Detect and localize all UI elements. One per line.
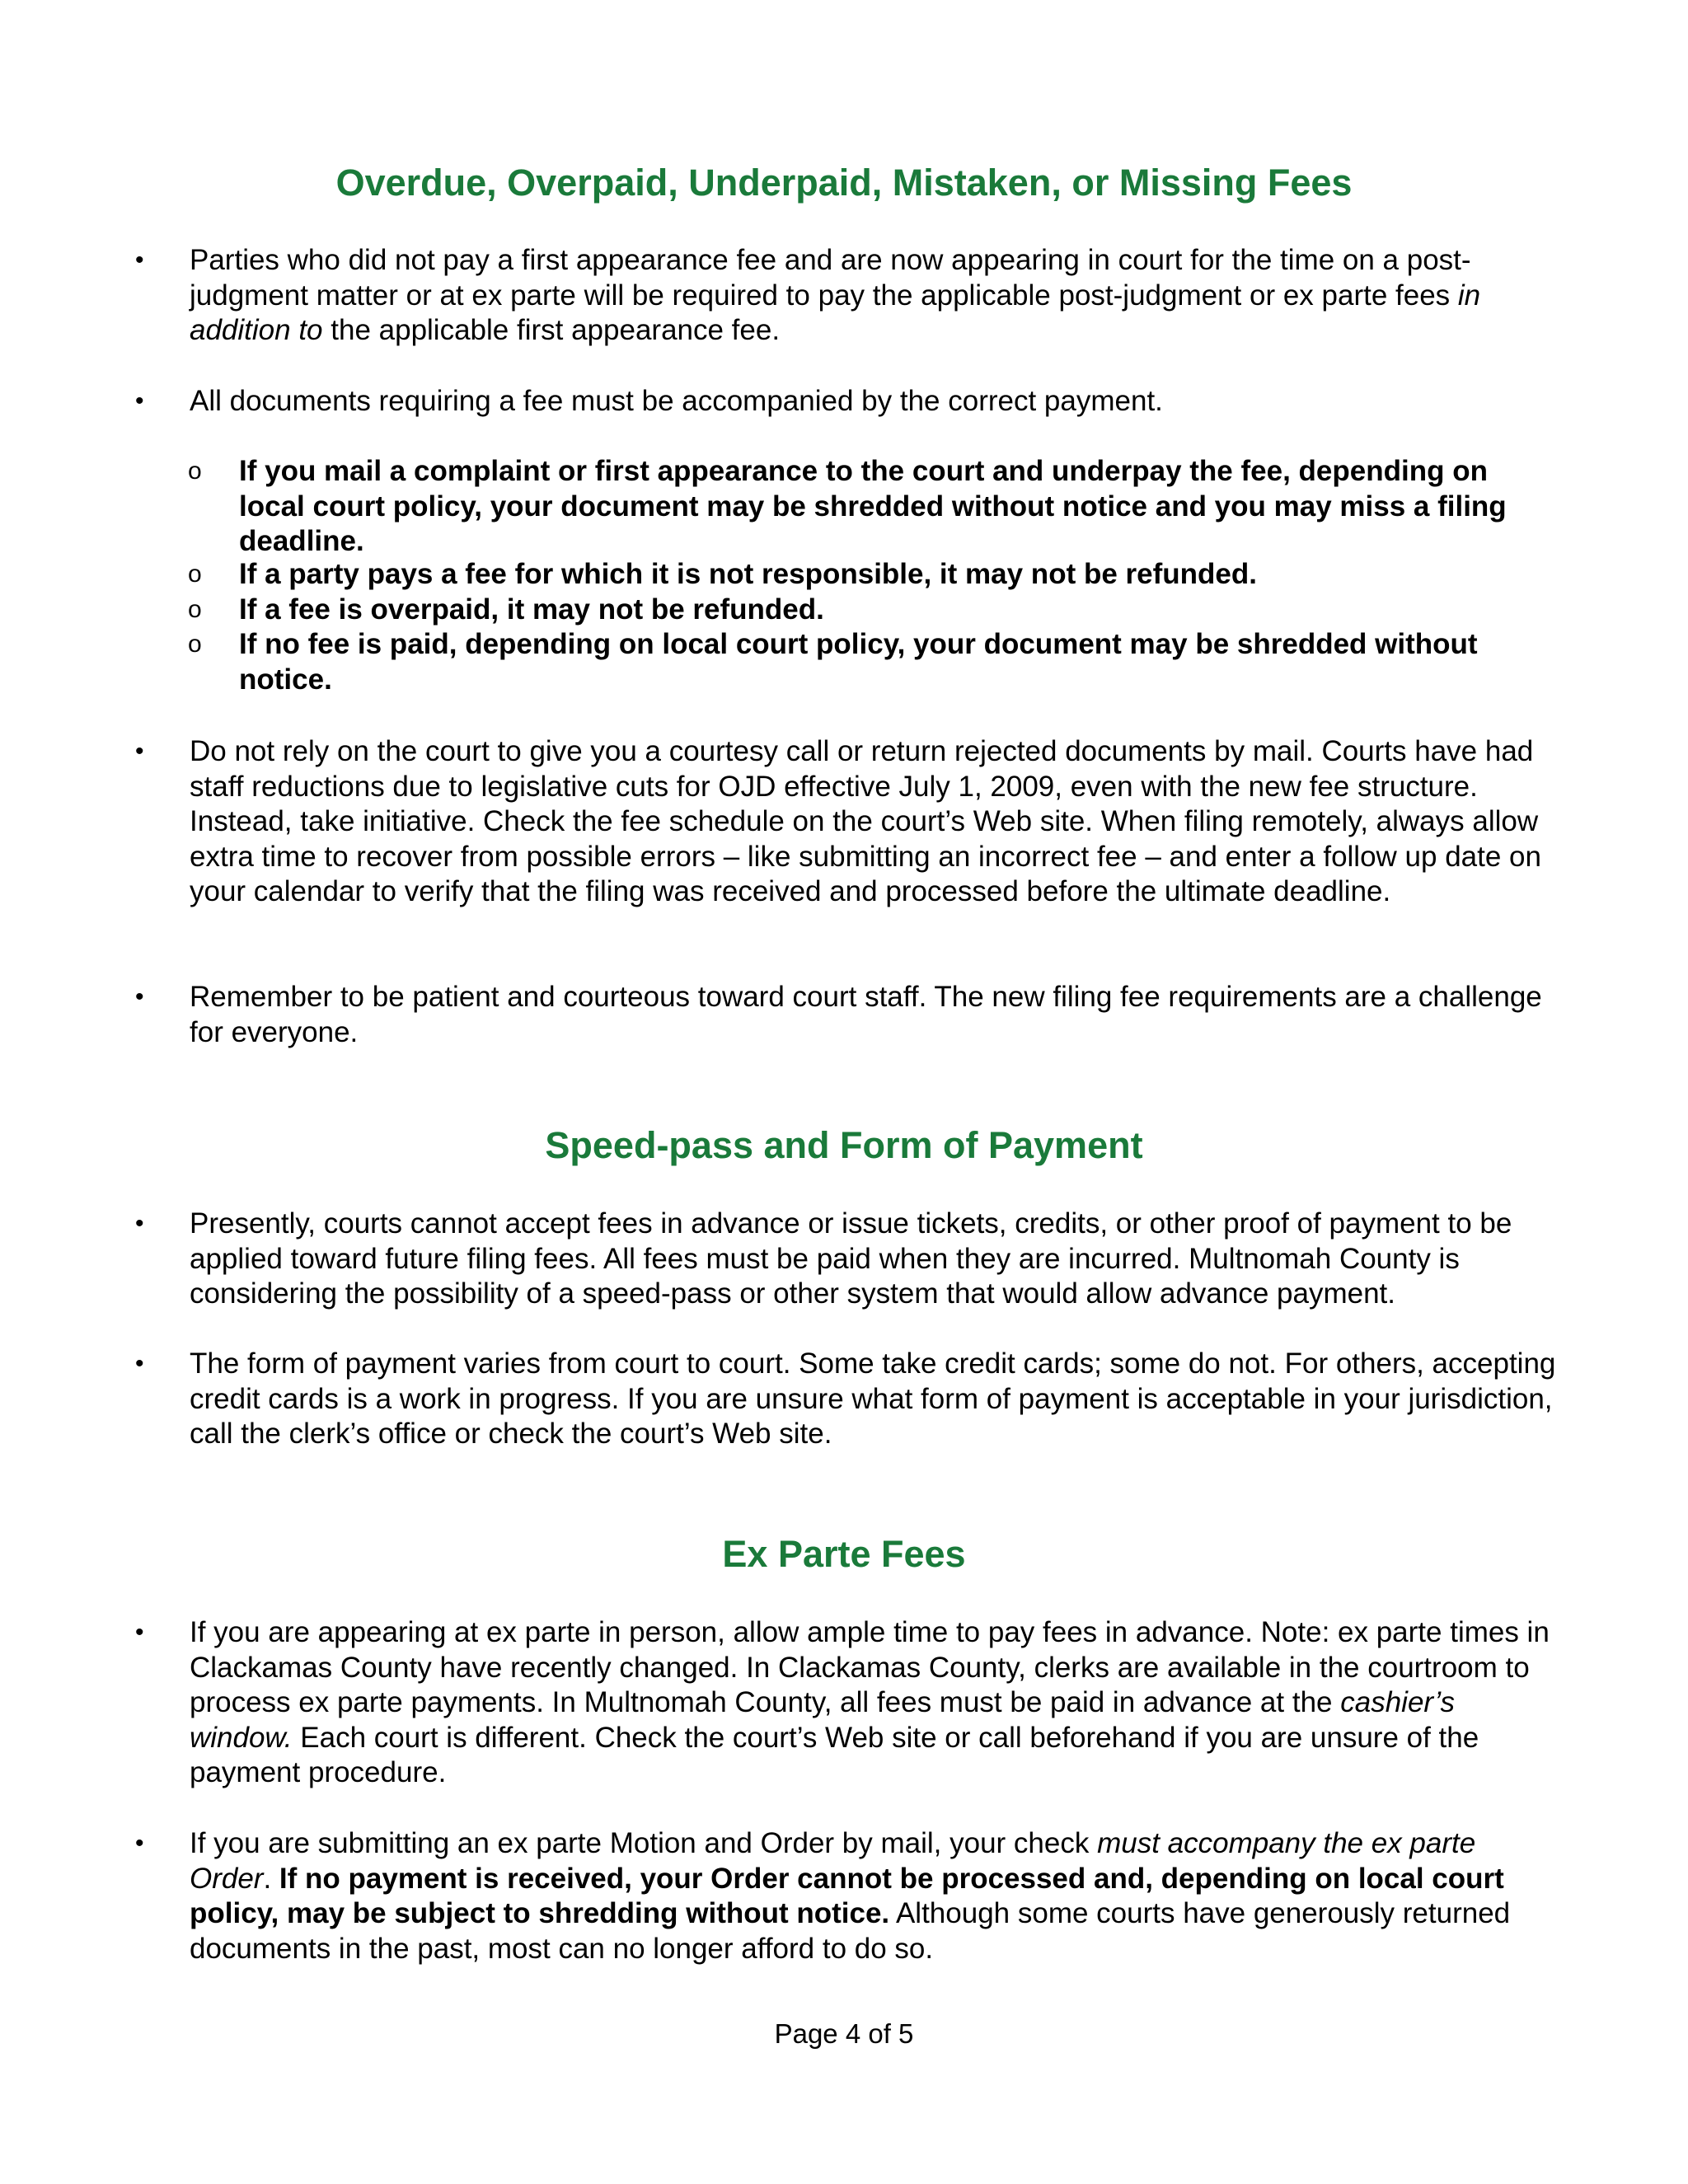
circle-bullet-icon: o xyxy=(188,596,202,623)
bullet-text: If you are submitting an ex parte Motion and Order by mail, your check must accompany the ex parte Order. If no payment is received, your Order cannot be processed and, depending on local court policy, may be subject to shredding without notice. Although some courts have generously returned documents in the past, most can no longer afford to do so. xyxy=(190,1827,1511,1965)
bullet-text: All documents requiring a fee must be accompanied by the correct payment. xyxy=(190,385,1163,417)
subitem-text: If no fee is paid, depending on local court policy, your document may be shredded without notice. xyxy=(239,628,1478,696)
subitem-text: If a party pays a fee for which it is not responsible, it may not be refunded. xyxy=(239,558,1257,590)
bullet-text: Presently, courts cannot accept fees in advance or issue tickets, credits, or other proof of payment to be applied toward future filing fees. All fees must be paid when they are incurred. Multnomah County is considering the possibility of a speed-pass or other system that would allow advance payment. xyxy=(190,1207,1512,1310)
bullet-text: If you are appearing at ex parte in person, allow ample time to pay fees in advance. Note: ex parte times in Clackamas County have recently changed. In Clackamas County, clerks are available in the courtroom to process ex parte payments. In Multnomah County, all fees must be paid in advance at the cashier’s window. Each court is different. Check the court’s Web site or call beforehand if you are unsure of the payment procedure. xyxy=(190,1616,1550,1788)
subitem-text: If a fee is overpaid, it may not be refunded. xyxy=(239,593,824,626)
bullet-icon: • xyxy=(135,738,144,765)
bullet-icon: • xyxy=(135,387,144,415)
bullet-icon: • xyxy=(135,246,144,274)
subitem-text: If you mail a complaint or first appearance to the court and underpay the fee, depending on local court policy, your document may be shredded without notice and you may miss a filing deadline. xyxy=(239,455,1507,557)
bullet-text: Do not rely on the court to give you a courtesy call or return rejected documents by mail. Courts have had staff reductions due to legislative cuts for OJD effective July 1, 2009, even with the new fee structure. Instead, take initiative. Check the fee schedule on the court’s Web site. When filing remotely, always allow extra time to recover from possible errors – like submitting an incorrect fee – and enter a follow up date on your calendar to verify that the filing was received and processed before the ultimate deadline. xyxy=(190,735,1541,907)
circle-bullet-icon: o xyxy=(188,630,202,658)
bullet-icon: • xyxy=(135,983,144,1010)
bullet-text: Remember to be patient and courteous toward court staff. The new filing fee requirements are a challenge for everyone. xyxy=(190,981,1542,1048)
bullet-text: The form of payment varies from court to court. Some take credit cards; some do not. For others, accepting credit cards is a work in progress. If you are unsure what form of payment is acceptable in your jurisdiction, call the clerk’s office or check the court’s Web site. xyxy=(190,1347,1556,1450)
section-title-ex-parte: Ex Parte Fees xyxy=(722,1533,966,1575)
page-number: Page 4 of 5 xyxy=(774,2018,914,2049)
bullet-icon: • xyxy=(135,1830,144,1857)
bullet-text: Parties who did not pay a first appearance fee and are now appearing in court for the time on a post-judgment matter or at ex parte will be required to pay the applicable post-judgment or ex parte fees in addition to the applicable first appearance fee. xyxy=(190,244,1481,346)
circle-bullet-icon: o xyxy=(188,457,202,485)
bullet-icon: • xyxy=(135,1210,144,1237)
bullet-icon: • xyxy=(135,1619,144,1646)
circle-bullet-icon: o xyxy=(188,560,202,588)
section-title-speed-pass: Speed-pass and Form of Payment xyxy=(545,1124,1143,1166)
section-title-fees: Overdue, Overpaid, Underpaid, Mistaken, or Missing Fees xyxy=(335,162,1353,204)
bullet-icon: • xyxy=(135,1350,144,1377)
